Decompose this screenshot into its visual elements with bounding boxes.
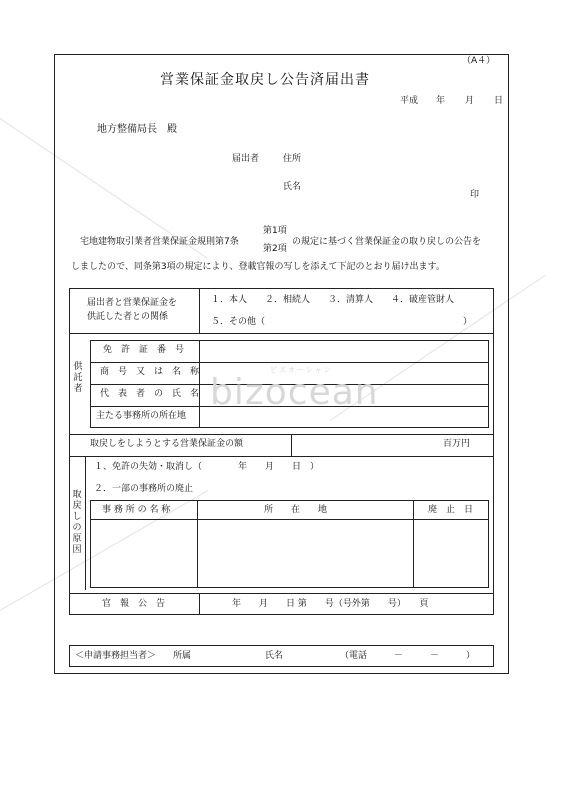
date-month: 月 [465, 96, 475, 106]
amount-divider [291, 434, 292, 456]
amount-unit: 百万円 [443, 439, 471, 449]
notifier-address-label: 住所 [283, 154, 302, 164]
row-divider [69, 593, 494, 594]
date-era: 平成 [400, 96, 419, 106]
trade-name-label: 商 号 又 は 名 称 [100, 367, 200, 377]
relation-other: ５．その他（ ） [211, 317, 473, 327]
body-item2: 第2項 [263, 244, 287, 254]
contact-name: 氏名 [265, 651, 284, 661]
body-item1: 第1項 [263, 226, 287, 236]
license-number-label: 免 許 証 番 号 [103, 345, 185, 355]
office-location-header: 所 在 地 [264, 505, 328, 515]
office-name-header: 事 務 所 の 名 称 [102, 505, 171, 515]
col-divider [413, 500, 414, 588]
body-line2: しましたので、同条第3項の規定により、登載官報の写しを添えて下記のとおり届け出ます。 [71, 262, 445, 272]
watermark-logo: bizocean [210, 372, 379, 413]
date-year: 年 [436, 96, 446, 106]
contact-phone: （電話 － － ） [340, 651, 476, 661]
body-line1-suffix: の規定に基づく営業保証金の取り戻しの公告を [292, 237, 482, 247]
watermark-kana: ビズオーシャン [270, 366, 333, 374]
abolition-date-header: 廃 止 日 [428, 505, 474, 515]
relation-divider [199, 288, 200, 333]
gazette-label: 官 報 公 告 [102, 599, 166, 609]
row-divider [69, 333, 494, 334]
seal-mark: 印 [470, 190, 480, 200]
row-divider [90, 362, 489, 363]
reason-item2: ２．一部の事務所の廃止 [94, 484, 194, 494]
notifier-label: 届出者 [232, 154, 260, 164]
gazette-divider [199, 593, 200, 615]
row-divider [90, 519, 489, 520]
reason-item1: １、免許の失効・取消し（ 年 月 日 ） [94, 462, 320, 472]
relation-label-line2: 供託した者との関係 [87, 312, 169, 322]
amount-label: 取戻しをしようとする営業保証金の額 [90, 439, 244, 449]
gazette-value: 年 月 日 第 号（号外第 号） 頁 [232, 599, 429, 609]
addressee: 地方整備局長 殿 [97, 124, 177, 135]
relation-label-line1: 届出者と営業保証金を [87, 298, 178, 308]
col-divider [197, 500, 198, 588]
body-line1-prefix: 宅地建物取引業者営業保証金規則第7条 [80, 237, 239, 247]
row-divider [69, 456, 494, 457]
row-divider [69, 434, 494, 435]
relation-options: １．本人 ２．相続人 ３．清算人 ４．破産管財人 [211, 295, 455, 305]
contact-dept: 所属 [173, 651, 192, 661]
representative-label: 代 表 者 の 氏 名 [100, 389, 200, 399]
date-day: 日 [494, 96, 504, 106]
form-title: 営業保証金取戻し公告済届出書 [160, 72, 370, 88]
reason-side-label: 取戻しの原因 [72, 490, 82, 555]
contact-label: ＜申請事務担当者＞ [75, 651, 157, 661]
depositor-side-label: 供託者 [73, 362, 83, 394]
notifier-name-label: 氏名 [283, 182, 302, 192]
reason-side-divider [85, 456, 86, 590]
paper-size: （A４） [462, 56, 496, 66]
main-office-label: 主たる事務所の所在地 [96, 411, 187, 421]
